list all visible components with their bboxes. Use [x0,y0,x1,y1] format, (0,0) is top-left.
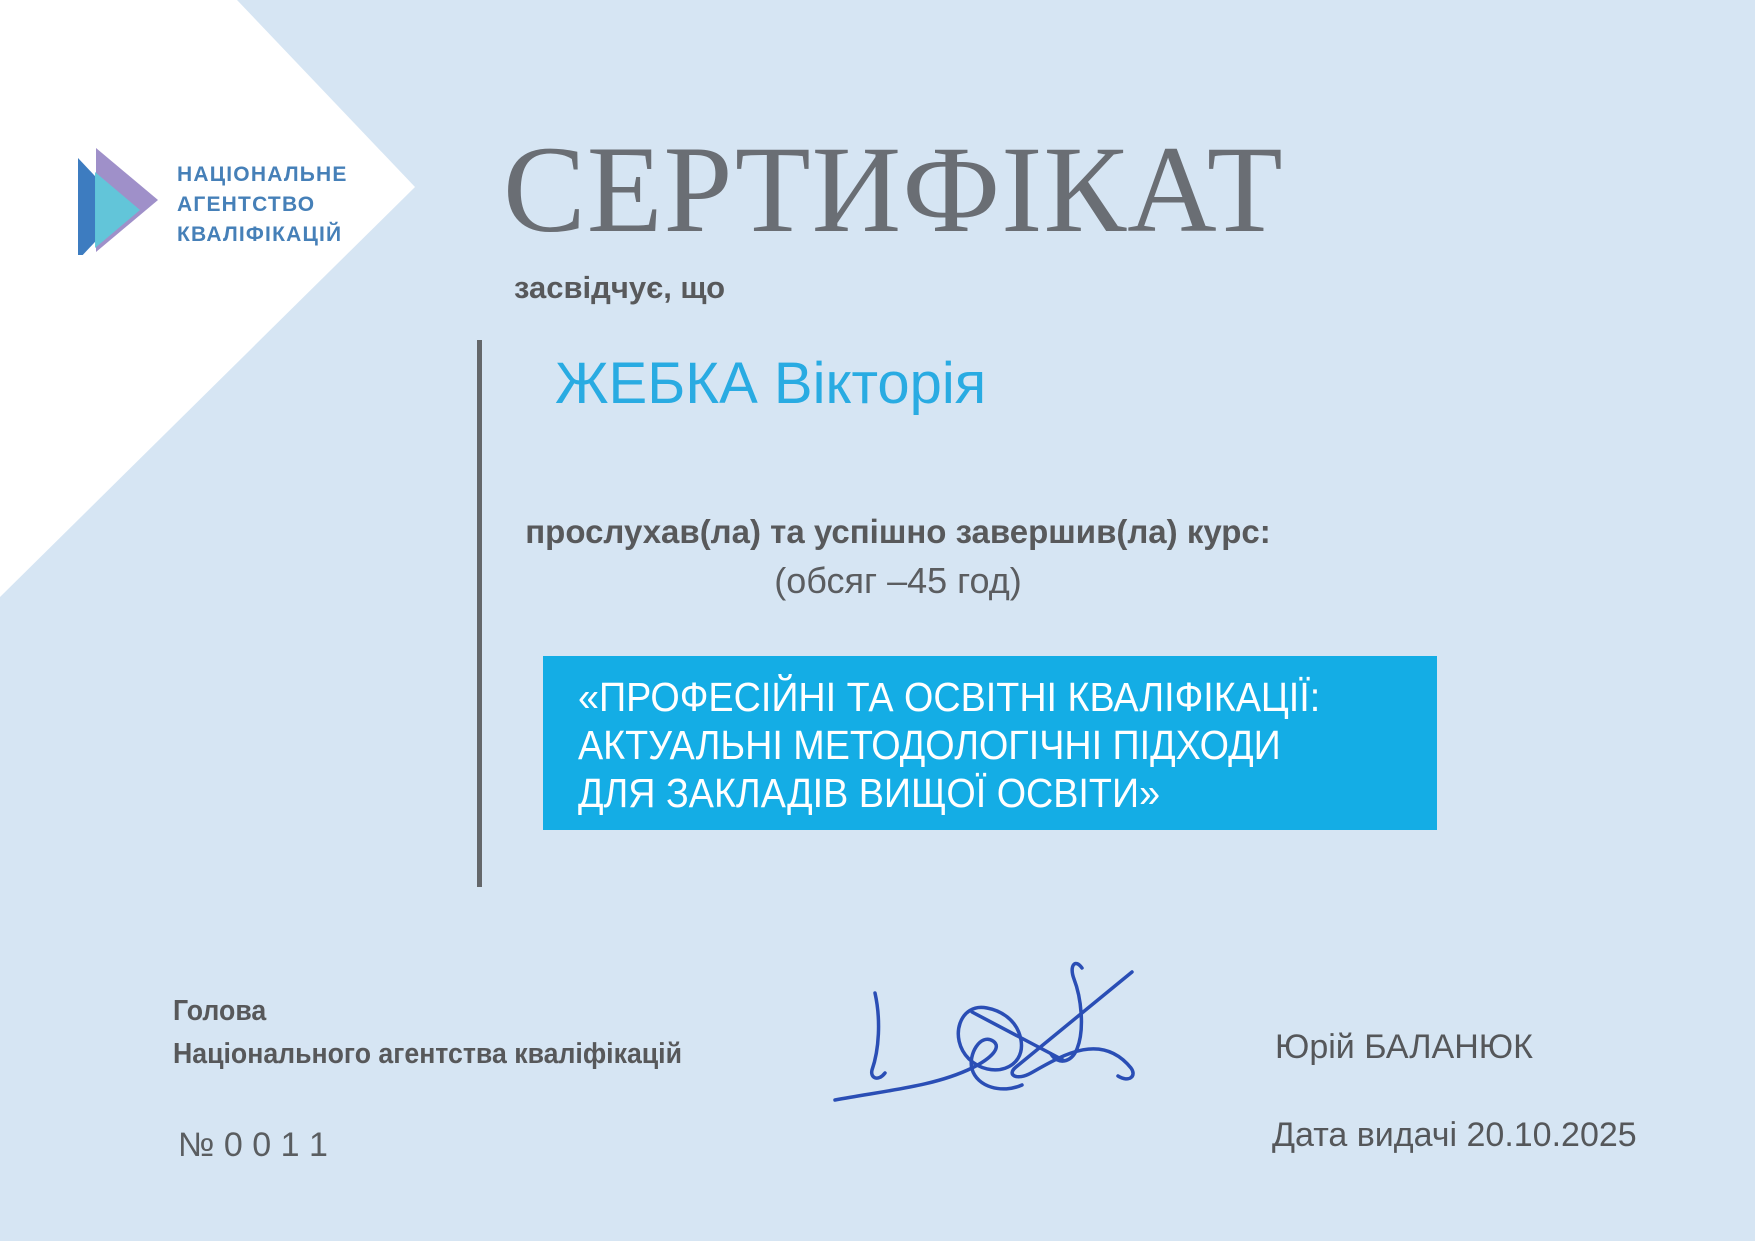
course-title-line: «ПРОФЕСІЙНІ ТА ОСВІТНІ КВАЛІФІКАЦІЇ: [578,674,1321,720]
course-title-line: ДЛЯ ЗАКЛАДІВ ВИЩОЇ ОСВІТИ» [578,770,1161,816]
agency-name-line: НАЦІОНАЛЬНЕ [177,163,348,186]
agency-logo-triangles-icon [60,135,170,255]
vertical-divider [477,340,482,887]
certificate-title: СЕРТИФІКАТ [503,121,1284,258]
signer-role-line: Голова [173,995,267,1027]
agency-name-line: КВАЛІФІКАЦІЙ [177,223,343,246]
course-volume-text: (обсяг –45 год) [774,560,1022,601]
course-title-line: АКТУАЛЬНІ МЕТОДОЛОГІЧНІ ПІДХОДИ [578,722,1281,768]
course-title-box [543,656,1437,830]
agency-name-line: АГЕНТСТВО [177,193,316,216]
course-intro-text: прослухав(ла) та успішно завершив(ла) курс: [525,513,1271,550]
white-arrow-shape [0,0,420,600]
signer-name: Юрій БАЛАНЮК [1275,1028,1533,1066]
signature-icon [820,948,1190,1118]
issue-date: Дата видачі 20.10.2025 [1272,1116,1637,1154]
signer-role-line: Національного агентства кваліфікацій [173,1038,683,1070]
certify-text: засвідчує, що [514,270,726,305]
certificate-number: № 0 0 1 1 [178,1126,328,1164]
agency-name [177,160,348,250]
recipient-name: ЖЕБКА Вікторія [555,351,987,416]
signer-role [173,990,682,1076]
